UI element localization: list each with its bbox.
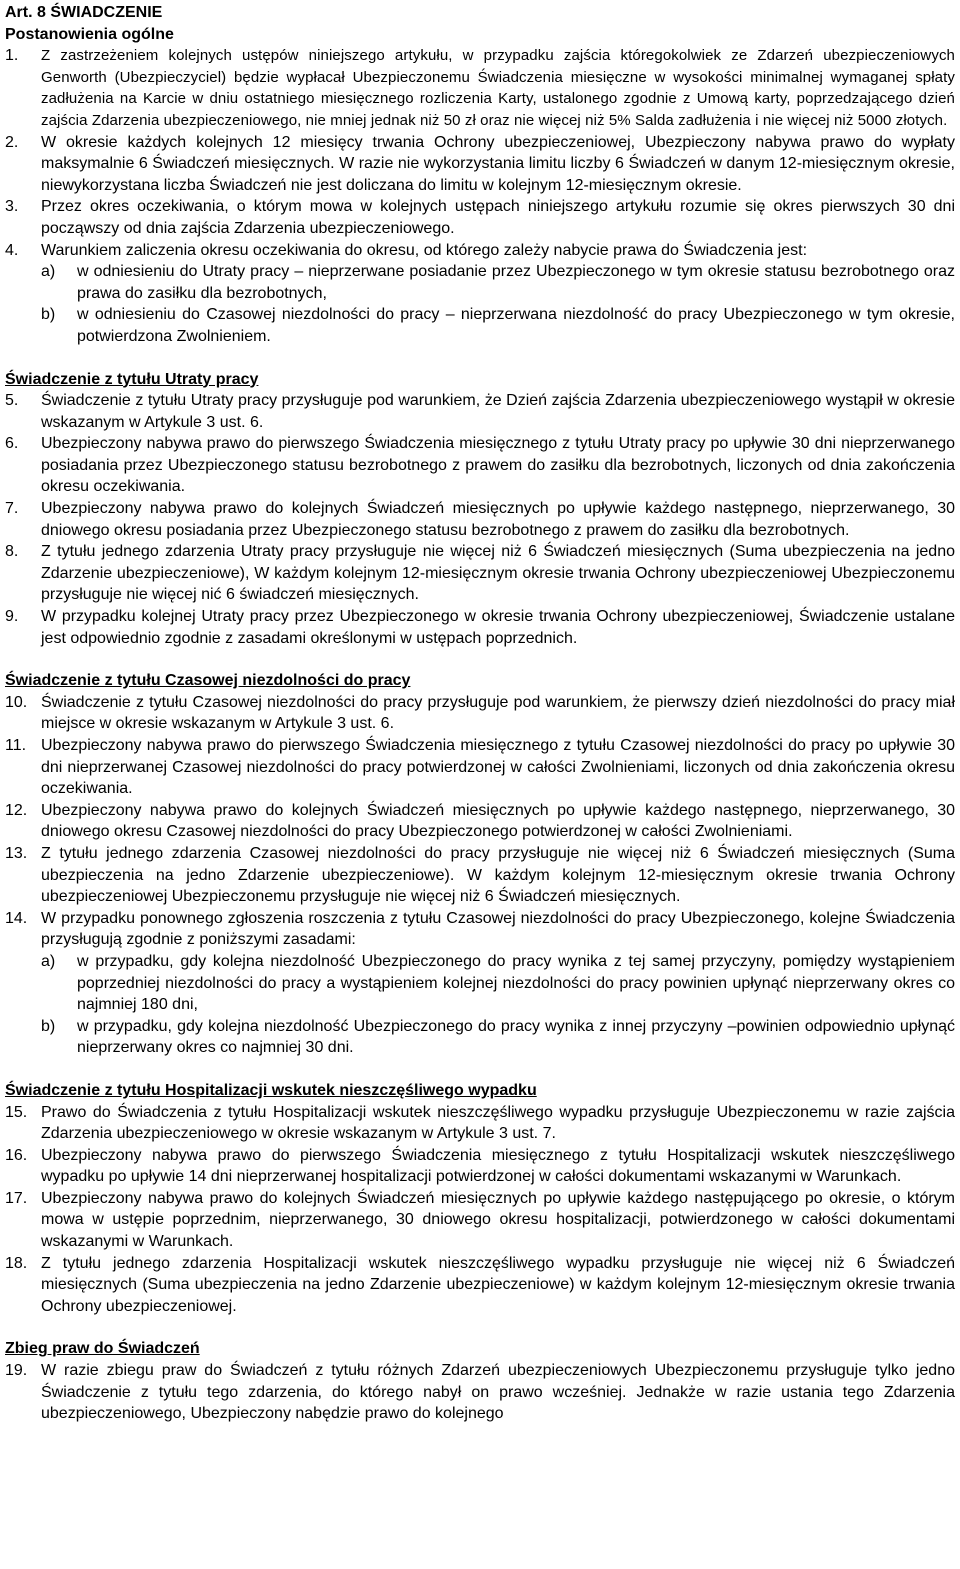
paragraph-text: W razie zbiegu praw do Świadczeń z tytułu różnych Zdarzeń ubezpieczeniowych Ubezpieczonemu przysługuje tylko jedno Świadczenie z tytułu tego zdarzenia, do którego nabył on prawo wcześniej. Jednakże w razie ustania tego Zdarzenia ubezpieczeniowego, Ubezpieczony nabędzie prawo do kolejnego [41, 1362, 955, 1423]
paragraph-item [5, 908, 955, 1059]
paragraph-text: Świadczenie z tytułu Utraty pracy przysługuje pod warunkiem, że Dzień zajścia Zdarzenia ubezpieczeniowego wystąpił w okresie wskazanym w Artykule 3 ust. 6. [41, 392, 955, 431]
paragraph-body [41, 45, 955, 131]
paragraph-number: 16. [5, 1146, 28, 1164]
sub-item [41, 304, 955, 347]
paragraph-body [41, 692, 955, 735]
paragraph-text: Ubezpieczony nabywa prawo do pierwszego Świadczenia miesięcznego z tytułu Hospitalizacji wskutek nieszczęśliwego wypadku po upływie 14 dni nieprzerwanej hospitalizacji potwierdzonej w całości dokumentami wskazanymi w Warunkach. [41, 1146, 955, 1186]
paragraph-text: W przypadku kolejnej Utraty pracy przez Ubezpieczonego w okresie trwania Ochrony ubezpieczeniowej, Świadczenie ustalane jest odpowiednio zgodnie z zasadami określonymi w ustępach poprzednich. [41, 608, 955, 647]
paragraph-number: 1. [5, 47, 19, 65]
sub-item-letter: a) [41, 952, 56, 970]
paragraph-body [41, 1360, 955, 1425]
paragraph-number: 14. [5, 909, 28, 927]
paragraph-number: 10. [5, 693, 28, 711]
paragraph-text: Ubezpieczony nabywa prawo do pierwszego Świadczenia miesięcznego z tytułu Czasowej niezdolności do pracy po upływie 30 dni nieprzerwanej Czasowej niezdolności do pracy potwierdzonej w całości Zwolnieniami, liczonych od dnia zakończenia okresu oczekiwania. [41, 737, 955, 798]
paragraph-body [41, 132, 955, 197]
sub-item [41, 951, 955, 1016]
paragraph-text: Przez okres oczekiwania, o którym mowa w kolejnych ustępach niniejszego artykułu rozumie się okres pierwszych 30 dni począwszy od dnia zajścia Zdarzenia ubezpieczeniowego. [41, 198, 955, 237]
section-heading: Zbieg praw do Świadczeń [5, 1340, 200, 1358]
paragraph-body [41, 240, 955, 348]
paragraph-item [5, 541, 955, 606]
paragraph-item [5, 433, 955, 498]
paragraph-item [5, 606, 955, 649]
paragraph-number: 5. [5, 392, 19, 410]
paragraph-item [5, 132, 955, 197]
paragraph-item [5, 692, 955, 735]
paragraph-number: 15. [5, 1103, 28, 1121]
paragraph-text: Prawo do Świadczenia z tytułu Hospitalizacji wskutek nieszczęśliwego wypadku przysługuje Ubezpieczonemu w razie zajścia Zdarzenia ubezpieczeniowego w okresie wskazanym w Artykule 3 ust. 7. [41, 1103, 955, 1143]
paragraph-number: 8. [5, 543, 19, 561]
paragraph-item [5, 1145, 955, 1188]
paragraph-body [41, 433, 955, 498]
sub-item-text: w przypadku, gdy kolejna niezdolność Ubezpieczonego do pracy wynika z tej samej przyczyny, pomiędzy wystąpieniem poprzedniej niezdolności do pracy a wystąpieniem kolejnej niezdolności do pracy powinien upłynąć nieprzerwany okres co najmniej 180 dni, [77, 952, 955, 1014]
paragraph-body [41, 390, 955, 433]
paragraph-text: Z tytułu jednego zdarzenia Czasowej niezdolności do pracy przysługuje nie więcej niż 6 Świadczeń miesięcznych (Suma ubezpieczenia na jedno Zdarzenie ubezpieczeniowe). W każdym kolejnym 12-miesięcznym okresie trwania Ochrony ubezpieczeniowej Ubezpieczonemu przysługuje nie więcej niż 6 Świadczeń miesięcznych. [41, 844, 955, 906]
paragraph-body [41, 1102, 955, 1145]
paragraph-item [5, 1253, 955, 1318]
sub-item-text: w przypadku, gdy kolejna niezdolność Ubezpieczonego do pracy wynika z innej przyczyny –powinien odpowiednio upłynąć nieprzerwany okres co najmniej 30 dni. [77, 1017, 955, 1057]
sub-item-text: w odniesieniu do Czasowej niezdolności do pracy – nieprzerwana niezdolność do pracy Ubezpieczonego w tym okresie, potwierdzona Zwolnieniem. [77, 306, 955, 345]
paragraph-number: 13. [5, 844, 28, 862]
paragraph-item [5, 240, 955, 348]
paragraph-item [5, 196, 955, 239]
paragraph-text: Warunkiem zaliczenia okresu oczekiwania do okresu, od którego zależy nabycie prawa do Świadczenia jest: [41, 241, 808, 259]
sub-item-letter: a) [41, 263, 56, 281]
paragraph-text: Z zastrzeżeniem kolejnych ustępów niniejszego artykułu, w przypadku zajścia któregokolwiek ze Zdarzeń ubezpieczeniowych Genworth (Ubezpieczyciel) będzie wypłacał Ubezpieczonemu Świadczenia miesięczne w wysokości minimalnej wymaganej spłaty zadłużenia na Karcie w dniu ostatniego miesięcznego rozliczenia Karty, ustalonego zgodnie z Umową karty, poprzedzającego dzień zajścia Zdarzenia ubezpieczeniowego, nie mniej jednak niż 50 zł oraz nie więcej niż 5% Salda zadłużenia i nie więcej niż 5000 złotych. [41, 47, 955, 129]
paragraph-body [41, 843, 955, 908]
paragraph-number: 6. [5, 435, 19, 453]
paragraph-number: 7. [5, 500, 19, 518]
paragraph-body [41, 908, 955, 1059]
sub-item-letter: b) [41, 306, 56, 324]
section-heading: Świadczenie z tytułu Czasowej niezdolności do pracy [5, 672, 411, 690]
paragraph-body [41, 196, 955, 239]
paragraph-text: W okresie każdych kolejnych 12 miesięcy trwania Ochrony ubezpieczeniowej, Ubezpieczony nabywa prawo do wypłaty maksymalnie 6 Świadczeń miesięcznych. W razie nie wykorzystania limitu liczby 6 Świadczeń w danym 12-miesięcznym okresie, niewykorzystana liczba Świadczeń nie jest doliczana do limitu w kolejnym 12-miesięcznym okresie. [41, 133, 955, 194]
paragraph-item [5, 1102, 955, 1145]
paragraph-item [5, 390, 955, 433]
paragraph-item [5, 498, 955, 541]
paragraph-text: W przypadku ponownego zgłoszenia roszczenia z tytułu Czasowej niezdolności do pracy Ubezpieczonego, kolejne Świadczenia przysługują zgodnie z poniższymi zasadami: [41, 909, 955, 949]
paragraph-number: 12. [5, 801, 28, 819]
paragraph-text: Z tytułu jednego zdarzenia Hospitalizacji wskutek nieszczęśliwego wypadku przysługuje nie więcej niż 6 Świadczeń miesięcznych (Suma ubezpieczenia na jedno Zdarzenie ubezpieczeniowe) w każdym kolejnym 12-miesięcznym okresie trwania Ochrony ubezpieczeniowej. [41, 1254, 955, 1315]
paragraph-text: Ubezpieczony nabywa prawo do kolejnych Świadczeń miesięcznych po upływie każdego następnego, nieprzerwanego, 30 dniowego okresu Czasowej niezdolności do pracy Ubezpieczonego potwierdzonej w całości Zwolnieniami. [41, 801, 955, 841]
paragraph-number: 3. [5, 198, 19, 216]
sections-container [5, 24, 955, 1425]
article-title: Art. 8 ŚWIADCZENIE [5, 4, 163, 21]
sub-item [41, 261, 955, 304]
paragraph-body [41, 800, 955, 843]
paragraph-text: Ubezpieczony nabywa prawo do pierwszego Świadczenia miesięcznego z tytułu Utraty pracy po upływie 30 dni nieprzerwanego posiadania przez Ubezpieczonego statusu bezrobotnego z prawem do zasiłku dla bezrobotnych, liczonych od dnia zakończenia okresu oczekiwania. [41, 435, 955, 496]
paragraph-body [41, 498, 955, 541]
paragraph-text: Świadczenie z tytułu Czasowej niezdolności do pracy przysługuje pod warunkiem, że pierwszy dzień niezdolności do pracy miał miejsce w okresie wskazanym w Artykule 3 ust. 6. [41, 693, 955, 733]
paragraph-body [41, 606, 955, 649]
paragraph-body [41, 541, 955, 606]
paragraph-number: 4. [5, 241, 19, 259]
section-heading: Świadczenie z tytułu Hospitalizacji wskutek nieszczęśliwego wypadku [5, 1081, 537, 1099]
section-heading: Świadczenie z tytułu Utraty pracy [5, 370, 259, 388]
paragraph-body [41, 1253, 955, 1318]
paragraph-item [5, 1188, 955, 1253]
paragraph-number: 11. [5, 737, 27, 754]
paragraph-item [5, 735, 955, 800]
paragraph-number: 19. [5, 1362, 28, 1380]
paragraph-body [41, 735, 955, 800]
paragraph-number: 17. [5, 1189, 28, 1207]
paragraph-item [5, 45, 955, 131]
sub-item-letter: b) [41, 1017, 56, 1035]
paragraph-text: Z tytułu jednego zdarzenia Utraty pracy przysługuje nie więcej niż 6 Świadczeń miesięcznych (Suma ubezpieczenia na jedno Zdarzenie ubezpieczeniowe), W każdym kolejnym 12-miesięcznym okresie trwania Ochrony ubezpieczeniowej Ubezpieczonemu przysługuje nie więcej nić 6 świadczeń miesięcznych. [41, 543, 955, 604]
paragraph-item [5, 1360, 955, 1425]
paragraph-body [41, 1188, 955, 1253]
paragraph-number: 2. [5, 133, 19, 151]
paragraph-text: Ubezpieczony nabywa prawo do kolejnych Świadczeń miesięcznych po upływie każdego następującego po okresie, o którym mowa w ustępie poprzednim, nieprzerwanego, 30 dniowego okresu hospitalizacji, potwierdzonego w całości dokumentami wskazanymi w Warunkach. [41, 1189, 955, 1251]
section-heading: Postanowienia ogólne [5, 25, 174, 43]
paragraph-item [5, 843, 955, 908]
paragraph-text: Ubezpieczony nabywa prawo do kolejnych Świadczeń miesięcznych po upływie każdego następnego, nieprzerwanego, 30 dniowego okresu posiadania przez Ubezpieczonego statusu bezrobotnego z prawem do zasiłku dla bezrobotnych. [41, 500, 955, 539]
paragraph-number: 18. [5, 1254, 28, 1272]
paragraph-body [41, 1145, 955, 1188]
paragraph-item [5, 800, 955, 843]
sub-item-text: w odniesieniu do Utraty pracy – nieprzerwane posiadanie przez Ubezpieczonego w tym okresie statusu bezrobotnego oraz prawa do zasiłku dla bezrobotnych, [77, 263, 955, 302]
paragraph-number: 9. [5, 608, 19, 626]
sub-item [41, 1016, 955, 1059]
